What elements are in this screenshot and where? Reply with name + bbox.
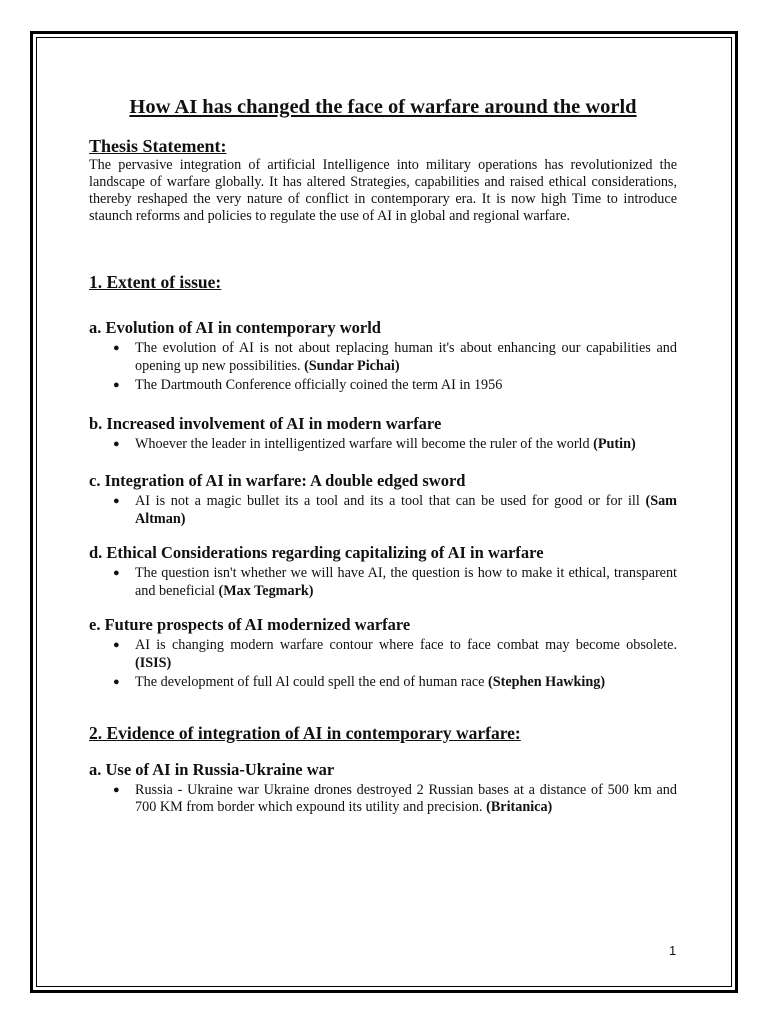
citation: (Stephen Hawking) bbox=[488, 674, 606, 690]
bullet-icon: ● bbox=[113, 567, 120, 579]
list-item bbox=[89, 565, 677, 600]
list-item bbox=[89, 782, 677, 817]
citation: (Putin) bbox=[593, 435, 636, 452]
citation: (ISIS) bbox=[135, 654, 172, 671]
thesis-heading: Thesis Statement: bbox=[89, 136, 227, 156]
bullet-icon: ● bbox=[113, 379, 120, 391]
section-heading: 2. Evidence of integration of AI in contemporary warfare: bbox=[89, 722, 521, 743]
bullet-list bbox=[89, 565, 677, 600]
list-item bbox=[89, 436, 677, 454]
bullet-icon: ● bbox=[113, 676, 120, 688]
bullet-icon: ● bbox=[113, 342, 120, 354]
subsection-heading: a. Evolution of AI in contemporary world bbox=[89, 318, 381, 337]
bullet-list bbox=[89, 340, 677, 395]
citation: (Sam Altman) bbox=[135, 493, 677, 527]
bullet-list bbox=[89, 493, 677, 528]
subsection-heading: b. Increased involvement of AI in modern warfare bbox=[89, 413, 442, 433]
bullet-text: The development of full Al could spell the end of human race bbox=[135, 674, 489, 690]
section-heading: 1. Extent of issue: bbox=[89, 272, 222, 292]
citation: (Britanica) bbox=[486, 799, 553, 815]
bullet-list bbox=[89, 637, 677, 692]
bullet-text: Russia - Ukraine war Ukraine drones destroyed 2 Russian bases at a distance of 500 km and 700 KM from border which expound its utility and precision. bbox=[135, 781, 677, 815]
citation: (Sundar Pichai) bbox=[304, 357, 400, 374]
subsection-heading: c. Integration of AI in warfare: A double edged sword bbox=[89, 471, 466, 490]
document-body bbox=[89, 92, 677, 819]
bullet-text: AI is changing modern warfare contour where face to face combat may become obsolete. bbox=[135, 637, 677, 653]
bullet-text: Whoever the leader in intelligentized warfare will become the ruler of the world bbox=[135, 435, 594, 452]
bullet-icon: ● bbox=[113, 495, 120, 507]
list-item bbox=[89, 377, 677, 395]
subsection-heading: e. Future prospects of AI modernized warfare bbox=[89, 615, 411, 634]
document-title: How AI has changed the face of warfare around the world bbox=[129, 96, 637, 118]
bullet-icon: ● bbox=[113, 639, 120, 651]
page-number: 1 bbox=[669, 943, 677, 958]
bullet-list bbox=[89, 436, 677, 454]
citation: (Max Tegmark) bbox=[218, 582, 314, 599]
bullet-text: AI is not a magic bullet its a tool and its a tool that can be used for good or for ill bbox=[135, 493, 646, 509]
bullet-text: The question isn't whether we will have AI, the question is how to make it ethical, transparent and beneficial bbox=[135, 565, 677, 599]
bullet-icon: ● bbox=[113, 437, 120, 450]
list-item bbox=[89, 637, 677, 672]
subsection-heading: d. Ethical Considerations regarding capitalizing of AI in warfare bbox=[89, 543, 544, 562]
list-item bbox=[89, 340, 677, 375]
list-item bbox=[89, 674, 677, 692]
bullet-icon: ● bbox=[113, 783, 120, 796]
list-item bbox=[89, 493, 677, 528]
subsection-heading: a. Use of AI in Russia-Ukraine war bbox=[89, 759, 335, 779]
bullet-text: The evolution of AI is not about replacing human it's about enhancing our capabilities and opening up new possibilities. bbox=[135, 340, 677, 374]
bullet-list bbox=[89, 782, 677, 817]
thesis-body: The pervasive integration of artificial Intelligence into military operations has revolutionized the landscape of warfare globally. It has altered Strategies, capabilities and raised ethical considerations, thereby reshaped the very nature of conflict in contemporary era. It is now high Time to introduce staunch reforms and policies to regulate the use of AI in global and regional warfare. bbox=[89, 157, 677, 224]
bullet-text: The Dartmouth Conference officially coined the term AI in 1956 bbox=[135, 377, 503, 393]
